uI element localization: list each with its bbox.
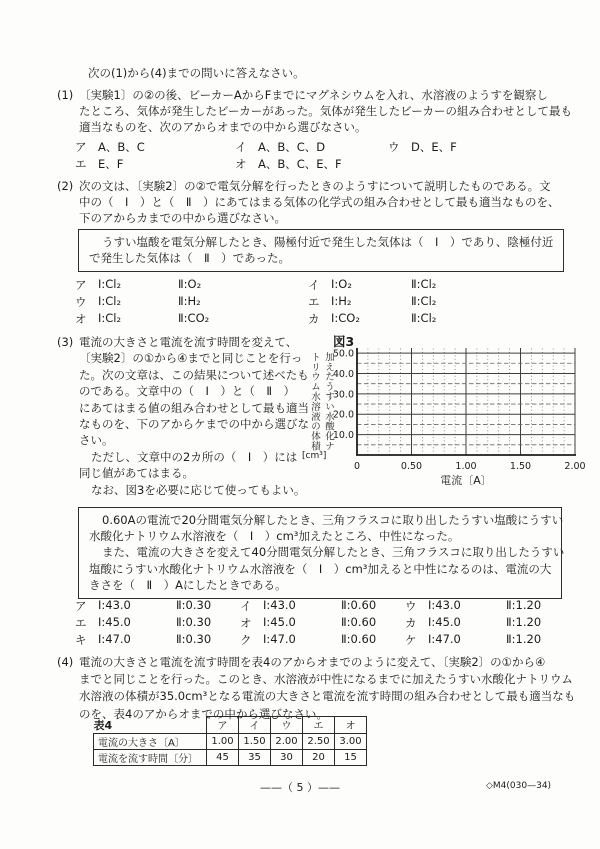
q3-text-3: た。次の文章は、この結果について述べたも <box>79 367 309 382</box>
q2-text-2: 中の（ Ⅰ ）と（ Ⅱ ）にあてはまる気体の化学式の組み合わせとして最も適当なものを、 <box>79 195 560 209</box>
page-number: ——（ 5 ）—— <box>260 781 340 794</box>
q3-option-2 <box>240 598 376 614</box>
q3-option-8 <box>240 632 376 648</box>
table-4-header-1: ア <box>207 717 239 734</box>
q1-option-5-text: A、B、C、E、F <box>258 157 342 171</box>
q2-number: (2) <box>57 179 74 193</box>
q3-option-3-label: ウ <box>405 599 417 613</box>
q2-option-1-label: ア <box>75 278 87 292</box>
q2-option-5-ii: Ⅱ:CO₂ <box>178 311 210 325</box>
q2-option-5-i: Ⅰ:Cl₂ <box>98 311 122 325</box>
q4-number: (4) <box>57 655 74 669</box>
q1-option-1 <box>75 139 145 155</box>
q3-option-3-i: Ⅰ:43.0 <box>428 598 461 612</box>
svg-text:0: 0 <box>353 461 361 472</box>
q2-option-3-ii: Ⅱ:H₂ <box>178 294 201 308</box>
q3-option-4 <box>75 615 211 631</box>
q1-option-4-label: エ <box>75 157 87 171</box>
q3-option-5 <box>240 615 376 631</box>
instructions-text: 次の(1)から(4)までの問いに答えなさい。 <box>88 66 305 80</box>
figure-3-chart-grid <box>323 340 595 490</box>
table-4-header-2: イ <box>239 717 271 734</box>
svg-text:40.0: 40.0 <box>332 368 354 380</box>
q3-box-line-4: 塩酸にうすい水酸化ナトリウム水溶液を（ Ⅰ ）cm³加えると中性になるのは、電流の大 <box>89 561 552 576</box>
q2-option-2-label: イ <box>308 278 320 292</box>
q2-option-2-i: Ⅰ:O₂ <box>331 277 352 291</box>
q3-box-line-2: 水酸化ナトリウム水溶液を（ Ⅰ ）cm³加えたところ、中性になった。 <box>89 529 460 544</box>
q1-number: (1) <box>57 88 74 102</box>
table-4-header-row <box>94 717 367 734</box>
q1-line-1 <box>57 87 572 103</box>
q3-option-6-ii: Ⅱ:1.20 <box>506 615 542 629</box>
q3-option-9-ii: Ⅱ:1.20 <box>506 632 542 646</box>
q3-option-6-i: Ⅰ:45.0 <box>428 615 461 629</box>
q4-line-1 <box>57 654 575 671</box>
table-4-row-2-label: 電流を流す時間〔分〕 <box>94 749 207 765</box>
q2-statement-box <box>78 229 564 272</box>
q3-option-7-label: キ <box>75 633 87 647</box>
figure-3-y-axis-label-col-1: 加えたうすい水酸化ナ <box>323 352 334 451</box>
table-4 <box>93 716 367 766</box>
q2-line-1 <box>57 178 560 194</box>
q2-option-1-i: Ⅰ:Cl₂ <box>98 277 122 291</box>
q3-option-3-ii: Ⅱ:1.20 <box>506 598 542 612</box>
table-4-row-1-value-3: 2.00 <box>271 733 303 749</box>
q2-text-3: 下のアからカまでの中から選びなさい。 <box>79 211 286 225</box>
q3-option-7-i: Ⅰ:47.0 <box>98 632 131 646</box>
q3-text-8: ただし、文章中の2カ所の（ Ⅰ ）には <box>91 449 298 464</box>
q1-text-3: 適当なものを、次のアからオまでの中から選びなさい。 <box>79 120 367 134</box>
q3-option-6-label: カ <box>405 616 417 630</box>
q3-option-5-ii: Ⅱ:0.60 <box>341 615 377 629</box>
q1-option-4 <box>75 156 123 172</box>
q3-box-line-1: 0.60Aの電流で20分間電気分解したとき、三角フラスコに取り出したうすい塩酸にうすい <box>102 513 564 527</box>
q1-text-1: 〔実験1〕の②の後、ビーカーAからFまでにマグネシウムを入れ、水溶液のようすを観察し <box>79 88 548 102</box>
q3-option-6 <box>405 615 541 631</box>
table-4-row-2-value-4: 20 <box>303 749 335 765</box>
svg-text:50.0: 50.0 <box>332 348 354 360</box>
q3-number: (3) <box>57 335 74 349</box>
q3-text-7: さい。 <box>79 433 114 448</box>
q1-option-5-label: オ <box>235 157 247 171</box>
q3-text-2: 〔実験2〕の①から④までと同じことを行っ <box>79 351 303 366</box>
q2-option-4-label: エ <box>308 295 320 309</box>
q3-option-7 <box>75 632 211 648</box>
q2-option-3-label: ウ <box>75 295 87 309</box>
q2-option-5 <box>75 311 209 327</box>
question-4 <box>57 654 575 723</box>
q1-option-3 <box>388 139 457 155</box>
table-4-row-1-value-4: 2.50 <box>303 733 335 749</box>
q2-option-4-ii: Ⅱ:Cl₂ <box>411 294 437 308</box>
q3-option-9-label: ケ <box>405 633 417 647</box>
q3-option-2-label: イ <box>240 599 252 613</box>
q2-option-2-ii: Ⅱ:Cl₂ <box>411 277 437 291</box>
q3-option-4-ii: Ⅱ:0.30 <box>176 615 212 629</box>
q1-option-3-text: D、E、F <box>411 140 457 154</box>
q1-option-2-text: A、B、C、D <box>258 140 326 154</box>
q2-option-5-label: オ <box>75 312 87 326</box>
figure-3-y-axis-unit: [cm³] <box>302 451 327 461</box>
q2-box-line-1: うすい塩酸を電気分解したとき、陽極付近で発生した気体は（ Ⅰ ）であり、陰極付近 <box>102 235 554 249</box>
q1-option-1-label: ア <box>75 140 87 154</box>
table-4-row-2-value-3: 30 <box>271 749 303 765</box>
q1-text-2: たところ、気体が発生したビーカーがあった。気体が発生したビーカーの組み合わせとして最も <box>79 104 572 118</box>
svg-text:20.0: 20.0 <box>332 409 354 421</box>
table-4-header-4: エ <box>303 717 335 734</box>
q3-option-3 <box>405 598 541 614</box>
svg-text:1.00: 1.00 <box>455 461 477 472</box>
figure-3-title: 図3 <box>333 334 355 349</box>
svg-text:10.0: 10.0 <box>332 430 354 442</box>
q3-text-1: 電流の大きさと電流を流す時間を変えて、 <box>79 335 298 349</box>
q3-text-5: にあてはまる値の組み合わせとして最も適当 <box>79 400 309 415</box>
figure-3-y-axis-label-col-2: トリウム水溶液の体積 <box>309 352 320 451</box>
q1-option-2-label: イ <box>235 140 247 154</box>
q3-option-1-i: Ⅰ:43.0 <box>98 598 131 612</box>
table-4-row-1-value-2: 1.50 <box>239 733 271 749</box>
svg-text:0.50: 0.50 <box>400 461 423 472</box>
q1-option-2 <box>235 139 325 155</box>
q3-option-5-i: Ⅰ:45.0 <box>263 615 296 629</box>
table-4-title: 表4 <box>93 718 113 732</box>
table-4-row-1-label: 電流の大きさ〔A〕 <box>94 733 207 749</box>
q3-option-8-ii: Ⅱ:0.60 <box>341 632 377 646</box>
q2-option-3 <box>75 294 201 310</box>
q3-statement-box <box>78 507 565 599</box>
q3-option-8-label: ク <box>240 633 252 647</box>
q1-option-1-text: A、B、C <box>98 140 145 154</box>
table-4-header-3: ウ <box>271 717 303 734</box>
q3-option-4-i: Ⅰ:45.0 <box>98 615 131 629</box>
q4-text-2: までと同じことを行った。このとき、水溶液が中性になるまでに加えたうすい水酸化ナトリウム <box>79 672 573 687</box>
q1-option-4-text: E、F <box>98 157 124 171</box>
q2-text-1: 次の文は、〔実験2〕の②で電気分解を行ったときのようすについて説明したものである。文 <box>79 179 551 193</box>
q1-option-5 <box>235 156 342 172</box>
q3-text-4: のである。文章中の（ Ⅰ ）と（ Ⅱ ） <box>79 384 296 399</box>
q2-option-3-i: Ⅰ:Cl₂ <box>98 294 122 308</box>
q3-option-1-label: ア <box>75 599 87 613</box>
q2-option-4 <box>308 294 436 310</box>
svg-text:1.50: 1.50 <box>509 461 532 472</box>
q4-text-3: 水溶液の体積が35.0cm³となる電流の大きさと電流を流す時間の組み合わせとして最も適当なも <box>79 689 576 704</box>
q3-option-1-ii: Ⅱ:0.30 <box>176 598 212 612</box>
question-2 <box>57 178 560 226</box>
q3-option-9-i: Ⅰ:47.0 <box>428 632 461 646</box>
table-4-row-current <box>94 733 367 749</box>
q3-box-line-5: きさを（ Ⅱ ）Aにしたときである。 <box>89 577 287 592</box>
svg-text:30.0: 30.0 <box>332 389 354 401</box>
question-1 <box>57 87 572 135</box>
q2-option-6-label: カ <box>308 312 320 326</box>
q3-option-4-label: エ <box>75 616 87 630</box>
table-4-header-5: オ <box>335 717 367 734</box>
table-4-row-1-value-1: 1.00 <box>207 733 239 749</box>
q2-option-6-ii: Ⅱ:Cl₂ <box>411 311 437 325</box>
svg-text:電流〔A〕: 電流〔A〕 <box>440 474 492 487</box>
q3-option-2-ii: Ⅱ:0.60 <box>341 598 377 612</box>
q2-option-6-i: Ⅰ:CO₂ <box>331 311 360 325</box>
document-code: ◇M4(030—34) <box>486 781 552 791</box>
q3-option-8-i: Ⅰ:47.0 <box>263 632 296 646</box>
q3-text-9: 同じ値があてはまる。 <box>79 466 194 481</box>
q3-option-1 <box>75 598 211 614</box>
table-4-row-2-value-5: 15 <box>335 749 367 765</box>
q2-option-1-ii: Ⅱ:O₂ <box>178 277 202 291</box>
q2-box-line-2: で発生した気体は（ Ⅱ ）であった。 <box>89 251 291 266</box>
q4-text-1: 電流の大きさと電流を流す時間を表4のアからオまでのように変えて、〔実験2〕の①から④ <box>79 655 546 669</box>
q3-box-line-3: また、電流の大きさを変えて40分間電気分解したとき、三角フラスコに取り出したうすい <box>102 545 565 560</box>
q4-text-4: のを、表4のアからオまでの中から選びなさい。 <box>79 706 328 721</box>
q3-option-9 <box>405 632 541 648</box>
svg-text:2.00: 2.00 <box>564 461 586 472</box>
table-4-row-2-value-2: 35 <box>239 749 271 765</box>
table-4-row-2-value-1: 45 <box>207 749 239 765</box>
q3-option-7-ii: Ⅱ:0.30 <box>176 632 212 646</box>
q3-text-10: なお、図3を必要に応じて使ってもよい。 <box>91 482 306 497</box>
q2-option-2 <box>308 277 436 293</box>
q2-option-4-i: Ⅰ:H₂ <box>331 294 352 308</box>
table-4-row-1-value-5: 3.00 <box>335 733 367 749</box>
q3-option-5-label: オ <box>240 616 252 630</box>
table-4-row-time <box>94 749 367 765</box>
q2-option-1 <box>75 277 201 293</box>
q1-option-3-label: ウ <box>388 140 400 154</box>
figure-3 <box>300 330 598 502</box>
q2-option-6 <box>308 311 436 327</box>
q3-option-2-i: Ⅰ:43.0 <box>263 598 296 612</box>
q3-text-6: なものを、下のアからケまでの中から選びな <box>79 417 309 432</box>
